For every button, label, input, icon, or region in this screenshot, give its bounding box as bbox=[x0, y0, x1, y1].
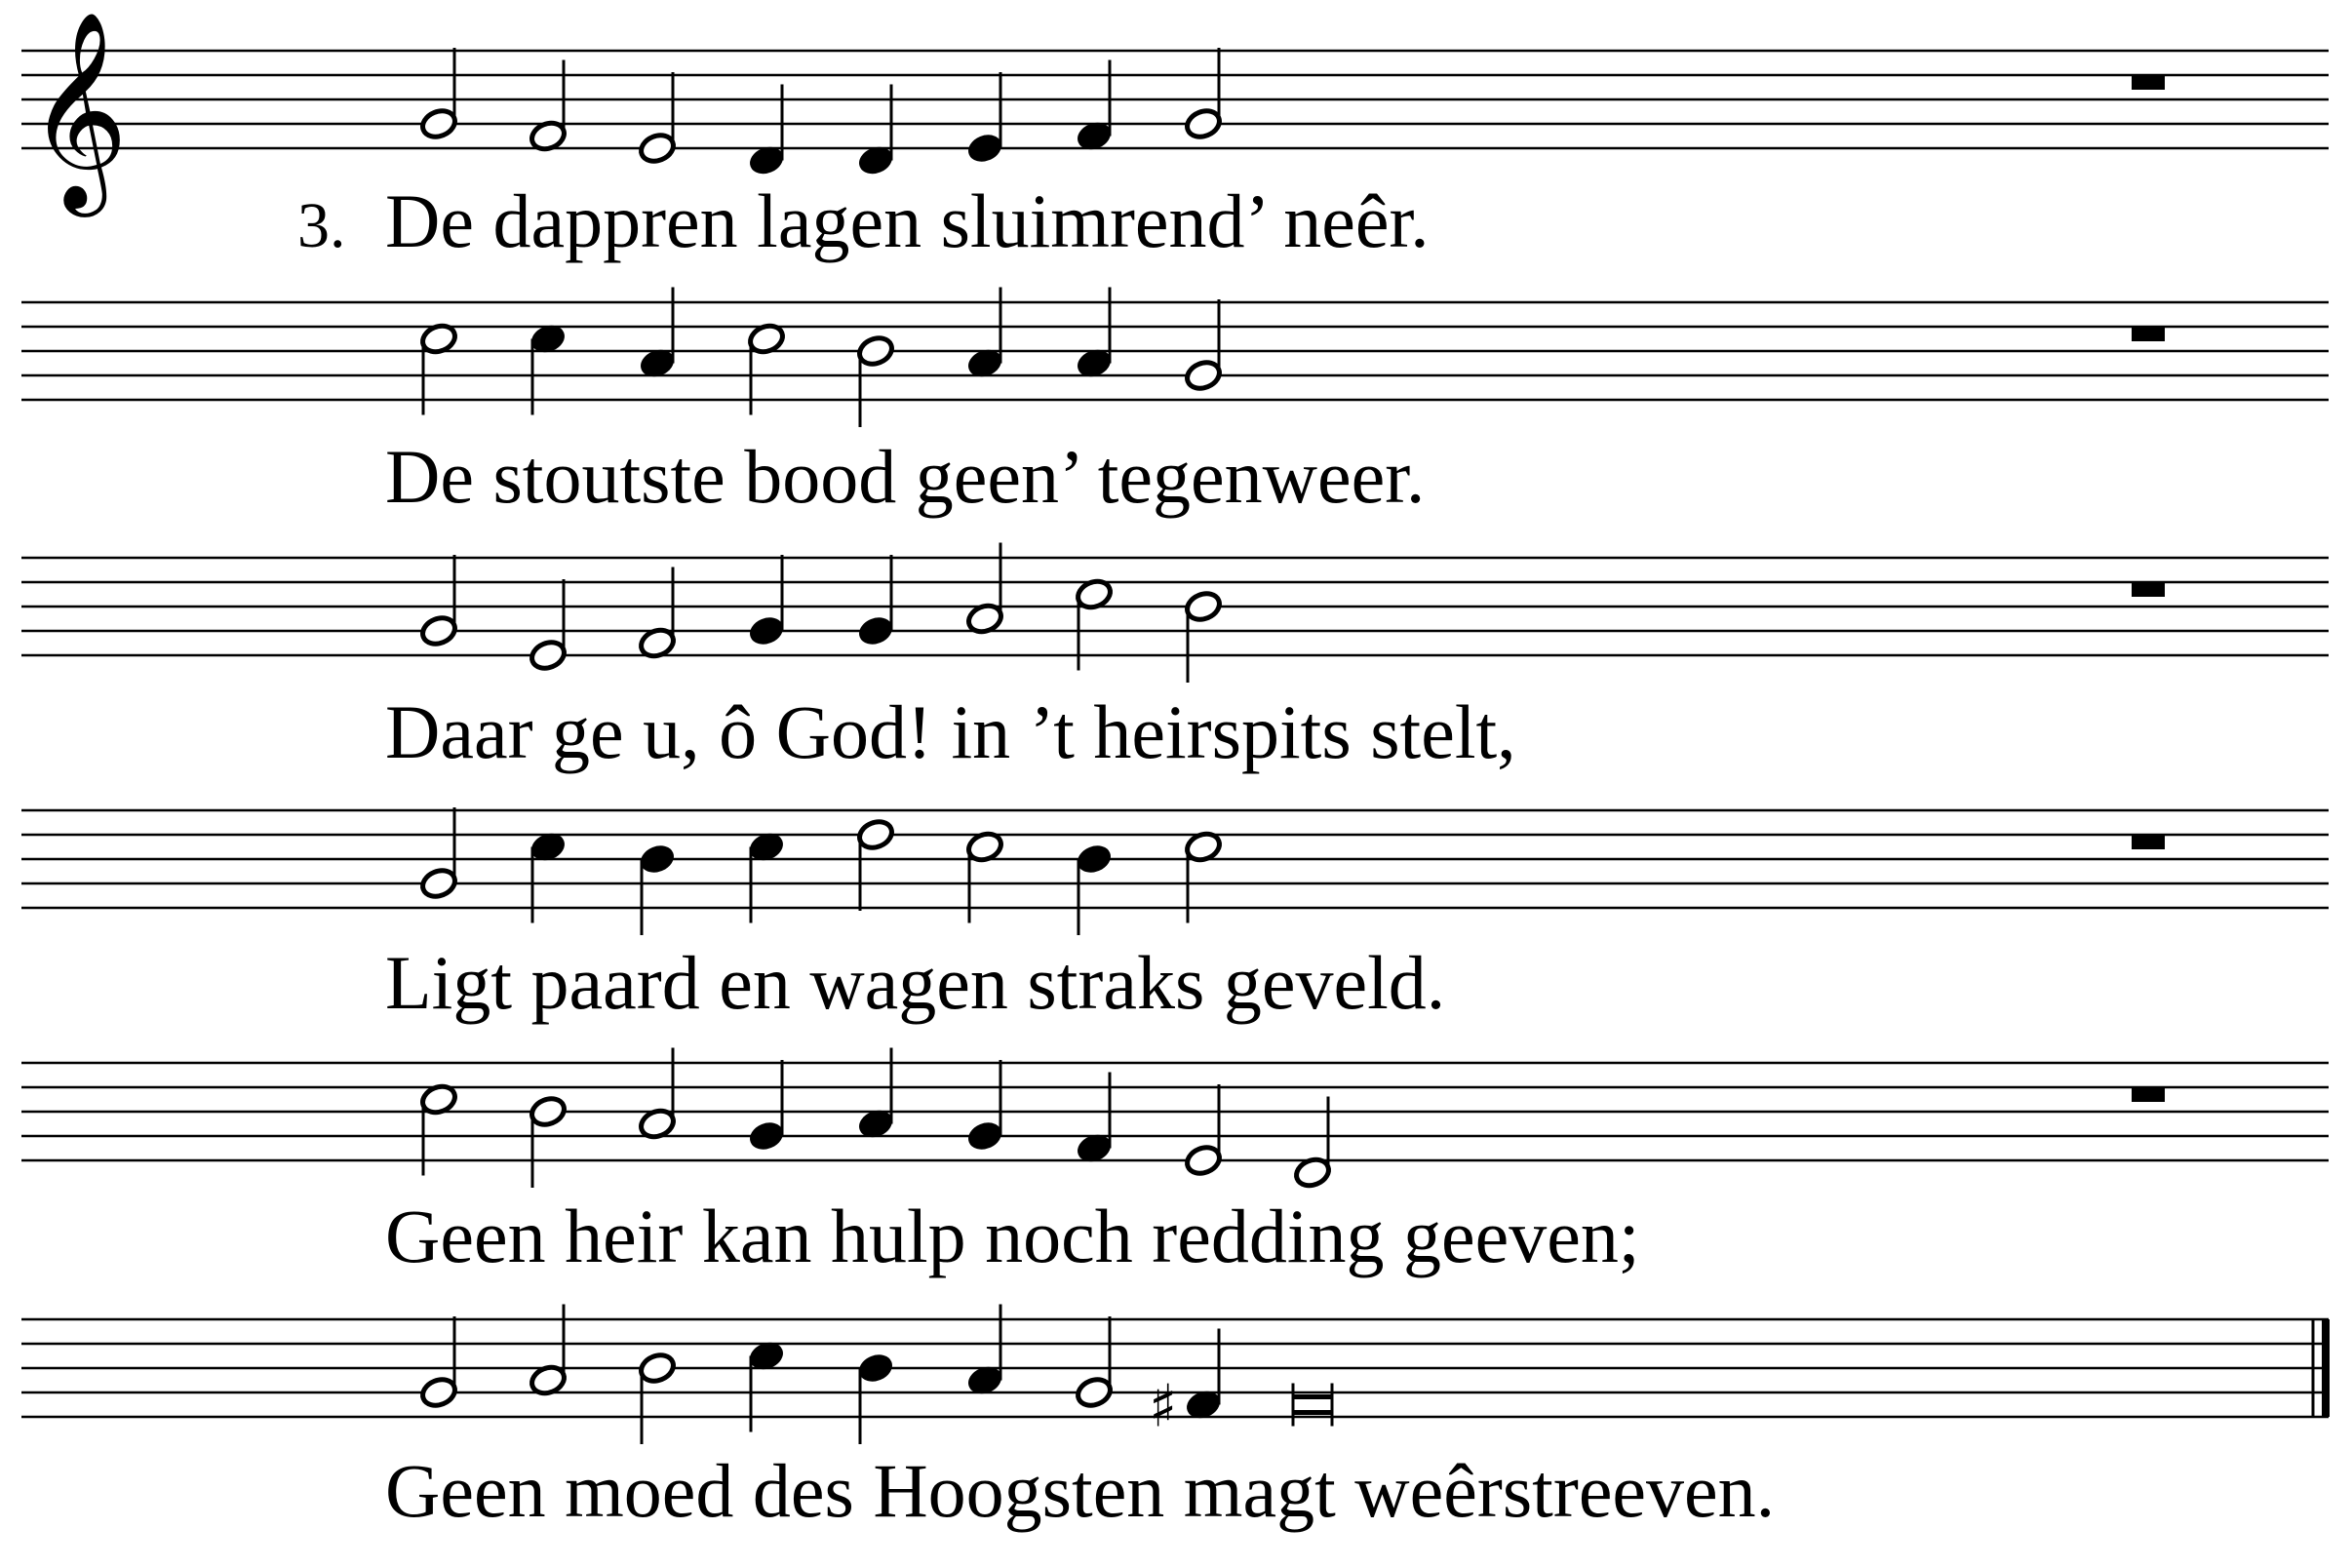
note-half bbox=[419, 106, 459, 141]
note-half bbox=[638, 1351, 678, 1386]
note-half bbox=[856, 817, 896, 852]
note-half bbox=[1184, 106, 1224, 141]
lyric-line-3: Daar ge u, ô God! in ’t heirspits stelt, bbox=[385, 689, 1516, 774]
lyric-line-6: Geen moed des Hoogsten magt weêrstreeven. bbox=[385, 1448, 1776, 1533]
note-quarter bbox=[1075, 842, 1115, 877]
note-breve-bar bbox=[1293, 1410, 1332, 1415]
lyric-line-5: Geen heir kan hulp noch redding geeven; bbox=[385, 1194, 1640, 1278]
note-breve bbox=[1293, 1394, 1332, 1399]
note-quarter bbox=[965, 1118, 1005, 1154]
lyric-line-4: Ligt paard en wagen straks geveld. bbox=[385, 940, 1446, 1025]
note-quarter bbox=[747, 613, 787, 648]
rest-icon bbox=[2132, 1088, 2165, 1102]
note-quarter bbox=[747, 1118, 787, 1154]
note-half bbox=[419, 613, 459, 648]
note-quarter bbox=[638, 842, 678, 877]
clefs bbox=[27, 11, 128, 217]
note-half bbox=[529, 638, 568, 673]
note-half bbox=[529, 1094, 568, 1129]
note-half bbox=[419, 866, 459, 901]
note-quarter bbox=[856, 613, 896, 648]
lyric-line-2: De stoutste bood geen’ tegenweer. bbox=[385, 434, 1426, 519]
rest-icon bbox=[2132, 583, 2165, 597]
lyrics bbox=[297, 178, 1775, 1533]
note-half bbox=[638, 131, 678, 166]
rest-icon bbox=[2132, 836, 2165, 849]
note-half bbox=[419, 1375, 459, 1410]
verse-number: 3. bbox=[297, 190, 346, 261]
lyric-line-1: De dappren lagen sluimrend’ neêr. bbox=[385, 178, 1430, 263]
treble-clef-icon: 𝄞 bbox=[27, 11, 129, 209]
note-half bbox=[1184, 358, 1224, 393]
note-half bbox=[856, 333, 896, 369]
note-quarter bbox=[856, 1351, 896, 1386]
note-half bbox=[1075, 1375, 1115, 1410]
rest-icon bbox=[2132, 76, 2165, 90]
note-half bbox=[1184, 589, 1224, 624]
note-half bbox=[1184, 1143, 1224, 1178]
rest-icon bbox=[2132, 328, 2165, 341]
note-quarter bbox=[965, 131, 1005, 166]
sharp-icon: ♯ bbox=[1149, 1372, 1178, 1441]
